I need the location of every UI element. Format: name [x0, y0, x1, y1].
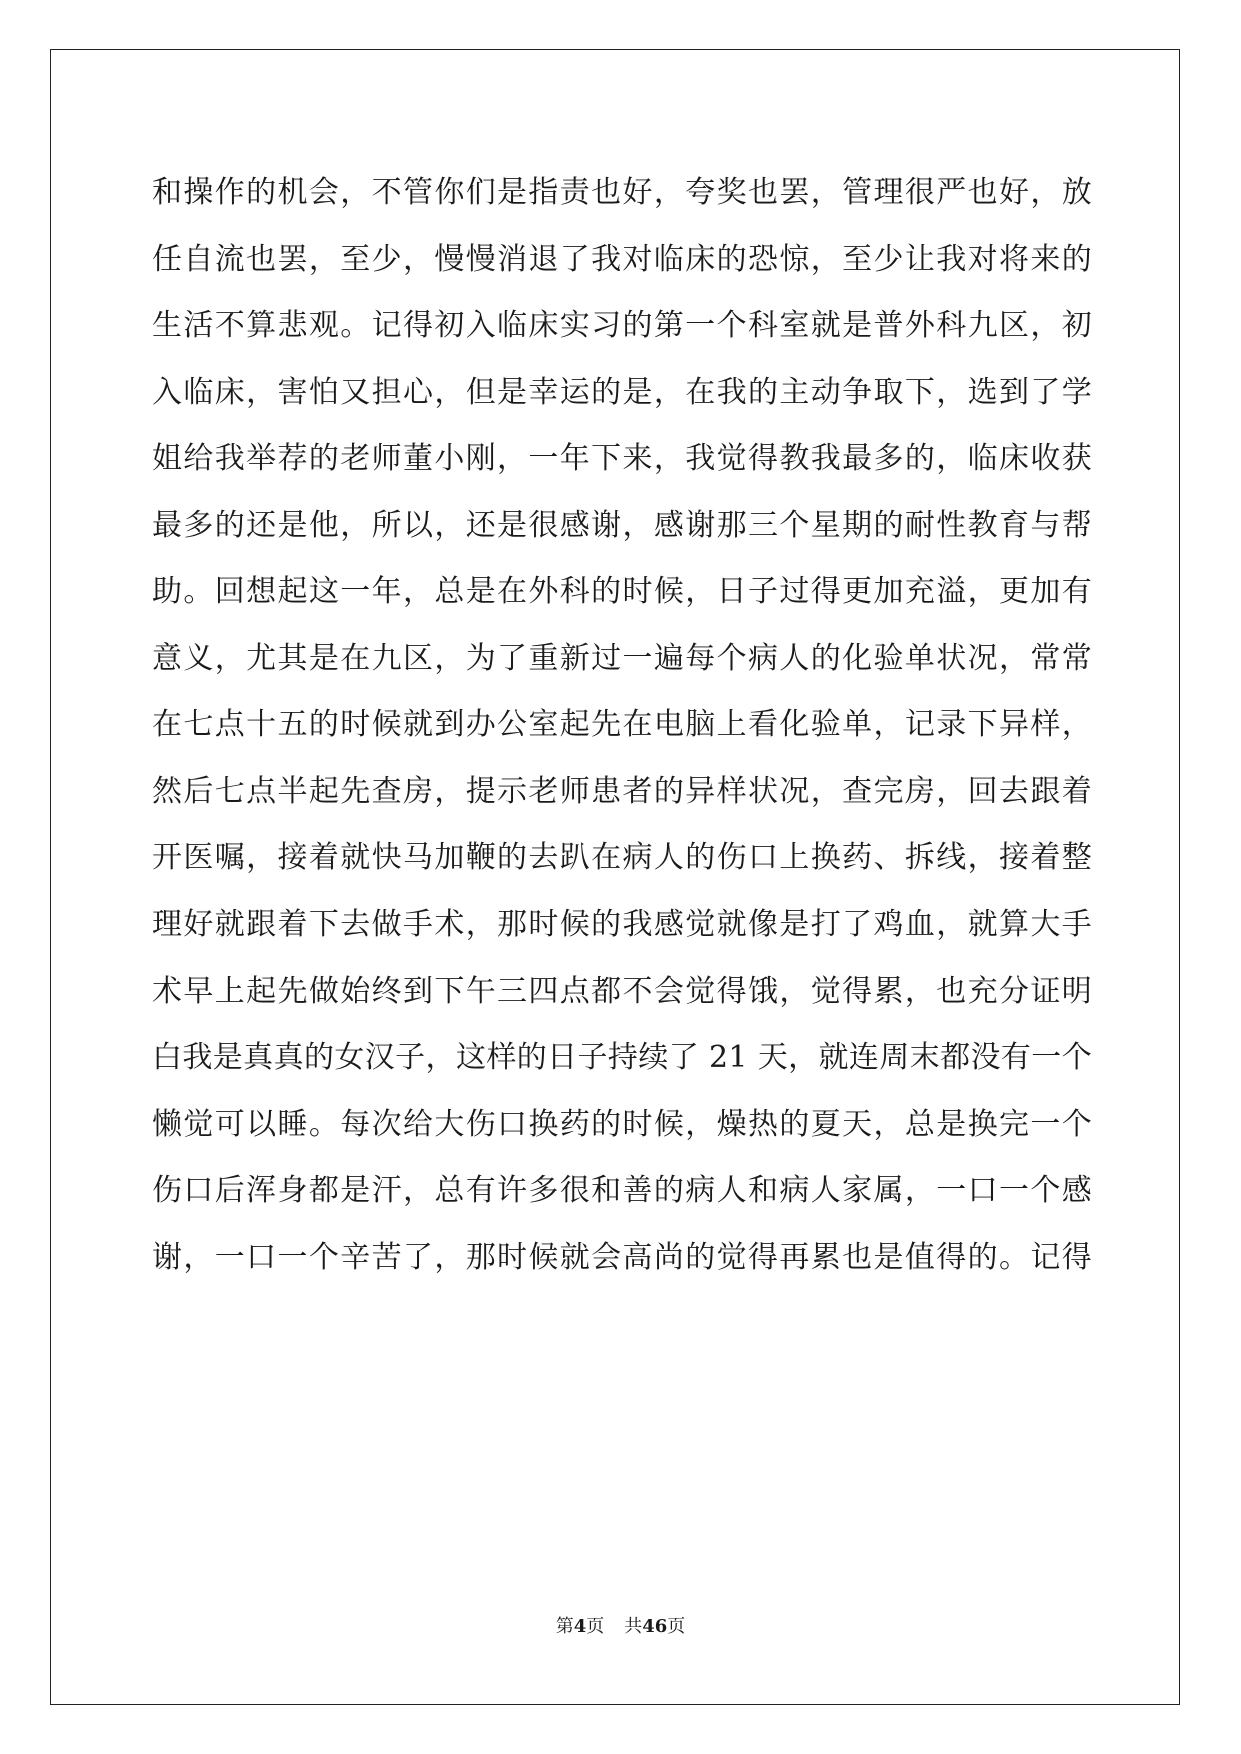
body-text: [152, 160, 1092, 1291]
text-line-4: 入临床，害怕又担心，但是幸运的是，在我的主动争取下，选到了学: [152, 374, 1092, 410]
page-current: 4: [573, 1616, 587, 1637]
text-line-7: 助。回想起这一年，总是在外科的时候，日子过得更加充溢，更加有: [152, 574, 1092, 610]
text-line-16: 伤口后浑身都是汗，总有许多很和善的病人和病人家属，一口一个感: [152, 1173, 1092, 1209]
page-prefix: 第: [555, 1616, 574, 1637]
text-line-15: 懒觉可以睡。每次给大伤口换药的时候，燥热的夏天，总是换完一个: [152, 1106, 1092, 1142]
total-suffix: 页: [667, 1616, 686, 1637]
text-line-12: 理好就跟着下去做手术，那时候的我感觉就像是打了鸡血，就算大手: [152, 907, 1092, 943]
page-footer: [0, 1612, 1241, 1638]
text-line-11: 开医嘱，接着就快马加鞭的去趴在病人的伤口上换药、拆线，接着整: [152, 840, 1092, 876]
text-line-8: 意义，尤其是在九区，为了重新过一遍每个病人的化验单状况，常常: [152, 640, 1092, 676]
total-prefix: 共: [624, 1616, 643, 1637]
text-line-5: 姐给我举荐的老师董小刚，一年下来，我觉得教我最多的，临床收获: [152, 441, 1092, 477]
text-line-1: 和操作的机会，不管你们是指责也好，夸奖也罢，管理很严也好，放: [152, 175, 1092, 210]
page-suffix: 页: [586, 1616, 605, 1637]
text-line-9: 在七点十五的时候就到办公室起先在电脑上看化验单，记录下异样，: [152, 707, 1092, 743]
text-line-13: 术早上起先做始终到下午三四点都不会觉得饿，觉得累，也充分证明: [152, 973, 1092, 1009]
text-line-3: 生活不算悲观。记得初入临床实习的第一个科室就是普外科九区，初: [152, 308, 1092, 344]
text-line-17: 谢，一口一个辛苦了，那时候就会高尚的觉得再累也是值得的。记得: [152, 1239, 1092, 1275]
text-line-6: 最多的还是他，所以，还是很感谢，感谢那三个星期的耐性教育与帮: [152, 507, 1092, 543]
page-total: 46: [642, 1616, 668, 1637]
text-line-2: 任自流也罢，至少，慢慢消退了我对临床的恐惊，至少让我对将来的: [152, 241, 1092, 277]
text-line-10: 然后七点半起先查房，提示老师患者的异样状况，查完房，回去跟着: [152, 773, 1092, 809]
text-line-14: 白我是真真的女汉子，这样的日子持续了 21 天，就连周末都没有一个: [152, 1040, 1092, 1076]
